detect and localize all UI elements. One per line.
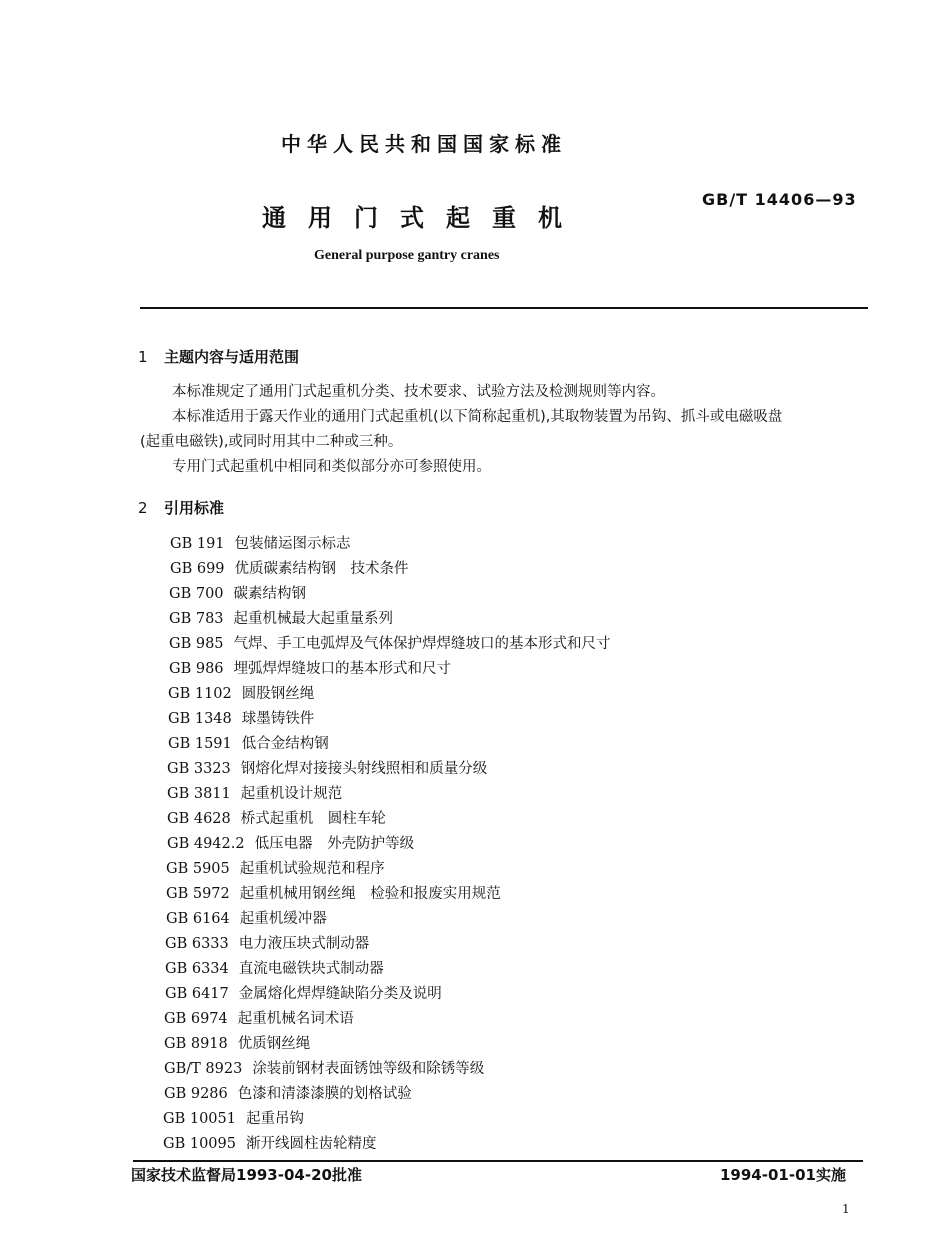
reference-name: 色漆和清漆漆膜的划格试验 — [237, 1086, 412, 1102]
reference-item — [168, 682, 314, 707]
reference-code: GB 4628 — [167, 811, 231, 827]
reference-name: 低合金结构钢 — [241, 736, 329, 752]
paragraph: 专用门式起重机中相同和类似部分亦可参照使用。 — [172, 459, 491, 475]
reference-name: 碳素结构钢 — [233, 586, 307, 602]
reference-item — [165, 957, 384, 982]
reference-name: 优质碳素结构钢 技术条件 — [234, 561, 409, 577]
reference-item — [166, 907, 327, 932]
reference-item — [169, 582, 306, 607]
paragraph: 本标准规定了通用门式起重机分类、技术要求、试验方法及检测规则等内容。 — [172, 384, 665, 400]
document-title: 通用门式起重机 — [262, 204, 584, 232]
reference-item — [164, 1057, 484, 1082]
reference-name: 钢熔化焊对接接头射线照相和质量分级 — [240, 761, 488, 777]
reference-item — [169, 607, 393, 632]
reference-name: 气焊、手工电弧焊及气体保护焊焊缝坡口的基本形式和尺寸 — [233, 636, 611, 652]
reference-item — [167, 782, 342, 807]
reference-code: GB 699 — [170, 561, 225, 577]
effective-date: 1994-01-01实施 — [720, 1166, 846, 1184]
reference-name: 起重机设计规范 — [240, 786, 343, 802]
section-1-heading — [138, 346, 299, 367]
section-number: 2 — [138, 499, 148, 517]
paragraph: 本标准适用于露天作业的通用门式起重机(以下简称起重机),其取物装置为吊钩、抓斗或电磁吸盘 — [172, 409, 783, 425]
reference-name: 球墨铸铁件 — [241, 711, 315, 727]
paragraph-continuation: (起重电磁铁),或同时用其中二种或三种。 — [140, 434, 403, 450]
reference-item — [167, 832, 414, 857]
section-title: 主题内容与适用范围 — [164, 348, 300, 366]
reference-item — [169, 657, 451, 682]
reference-code: GB 8918 — [164, 1036, 228, 1052]
reference-name: 包装储运图示标志 — [234, 536, 351, 552]
reference-code: GB 1591 — [168, 736, 232, 752]
reference-code: GB 10095 — [163, 1136, 236, 1152]
reference-name: 渐开线圆柱齿轮精度 — [245, 1136, 377, 1152]
standard-number: GB/T 14406—93 — [702, 190, 857, 209]
reference-item — [164, 1032, 310, 1057]
reference-code: GB 985 — [169, 636, 224, 652]
reference-code: GB 700 — [169, 586, 224, 602]
reference-code: GB 6164 — [166, 911, 230, 927]
reference-name: 埋弧焊焊缝坡口的基本形式和尺寸 — [233, 661, 452, 677]
reference-item — [167, 807, 386, 832]
reference-item — [169, 632, 611, 657]
reference-item — [163, 1132, 376, 1157]
reference-name: 电力液压块式制动器 — [238, 936, 370, 952]
reference-code: GB 5972 — [166, 886, 230, 902]
reference-name: 低压电器 外壳防护等级 — [254, 836, 415, 852]
reference-item — [170, 557, 409, 582]
section-title: 引用标准 — [164, 499, 225, 517]
reference-item — [166, 882, 501, 907]
reference-code: GB 6334 — [165, 961, 229, 977]
reference-item — [163, 1107, 304, 1132]
footer-divider — [133, 1160, 863, 1162]
reference-code: GB 6974 — [164, 1011, 228, 1027]
approval-date: 国家技术监督局1993-04-20批准 — [131, 1166, 362, 1184]
page-number: 1 — [842, 1202, 850, 1216]
reference-name: 起重机械用钢丝绳 检验和报废实用规范 — [239, 886, 501, 902]
reference-name: 桥式起重机 圆柱车轮 — [240, 811, 386, 827]
section-2-heading — [138, 497, 224, 518]
reference-item — [168, 707, 314, 732]
reference-name: 圆股钢丝绳 — [241, 686, 315, 702]
reference-code: GB 3323 — [167, 761, 231, 777]
reference-code: GB 3811 — [167, 786, 231, 802]
reference-code: GB 1348 — [168, 711, 232, 727]
reference-name: 涂装前钢材表面锈蚀等级和除锈等级 — [252, 1061, 485, 1077]
reference-item — [164, 1082, 412, 1107]
reference-name: 直流电磁铁块式制动器 — [238, 961, 384, 977]
section-number: 1 — [138, 348, 148, 366]
reference-code: GB 6417 — [165, 986, 229, 1002]
reference-item — [165, 982, 442, 1007]
reference-code: GB 9286 — [164, 1086, 228, 1102]
standard-type-heading: 中华人民共和国国家标准 — [281, 132, 567, 156]
reference-code: GB 4942.2 — [167, 836, 245, 852]
reference-name: 起重吊钩 — [245, 1111, 304, 1127]
reference-code: GB 783 — [169, 611, 224, 627]
reference-item — [168, 732, 329, 757]
header-divider — [140, 307, 868, 309]
reference-name: 起重机械最大起重量系列 — [233, 611, 394, 627]
reference-name: 金属熔化焊焊缝缺陷分类及说明 — [238, 986, 442, 1002]
english-subtitle: General purpose gantry cranes — [314, 248, 500, 263]
reference-code: GB 191 — [170, 536, 225, 552]
reference-name: 起重机械名词术语 — [237, 1011, 354, 1027]
reference-code: GB 1102 — [168, 686, 232, 702]
reference-code: GB 986 — [169, 661, 224, 677]
reference-name: 优质钢丝绳 — [237, 1036, 311, 1052]
reference-item — [164, 1007, 354, 1032]
reference-item — [167, 757, 487, 782]
reference-name: 起重机缓冲器 — [239, 911, 327, 927]
reference-item — [165, 932, 369, 957]
reference-code: GB 5905 — [166, 861, 230, 877]
reference-name: 起重机试验规范和程序 — [239, 861, 385, 877]
reference-code: GB/T 8923 — [164, 1061, 243, 1077]
reference-code: GB 10051 — [163, 1111, 236, 1127]
reference-item — [170, 532, 351, 557]
reference-code: GB 6333 — [165, 936, 229, 952]
reference-item — [166, 857, 385, 882]
